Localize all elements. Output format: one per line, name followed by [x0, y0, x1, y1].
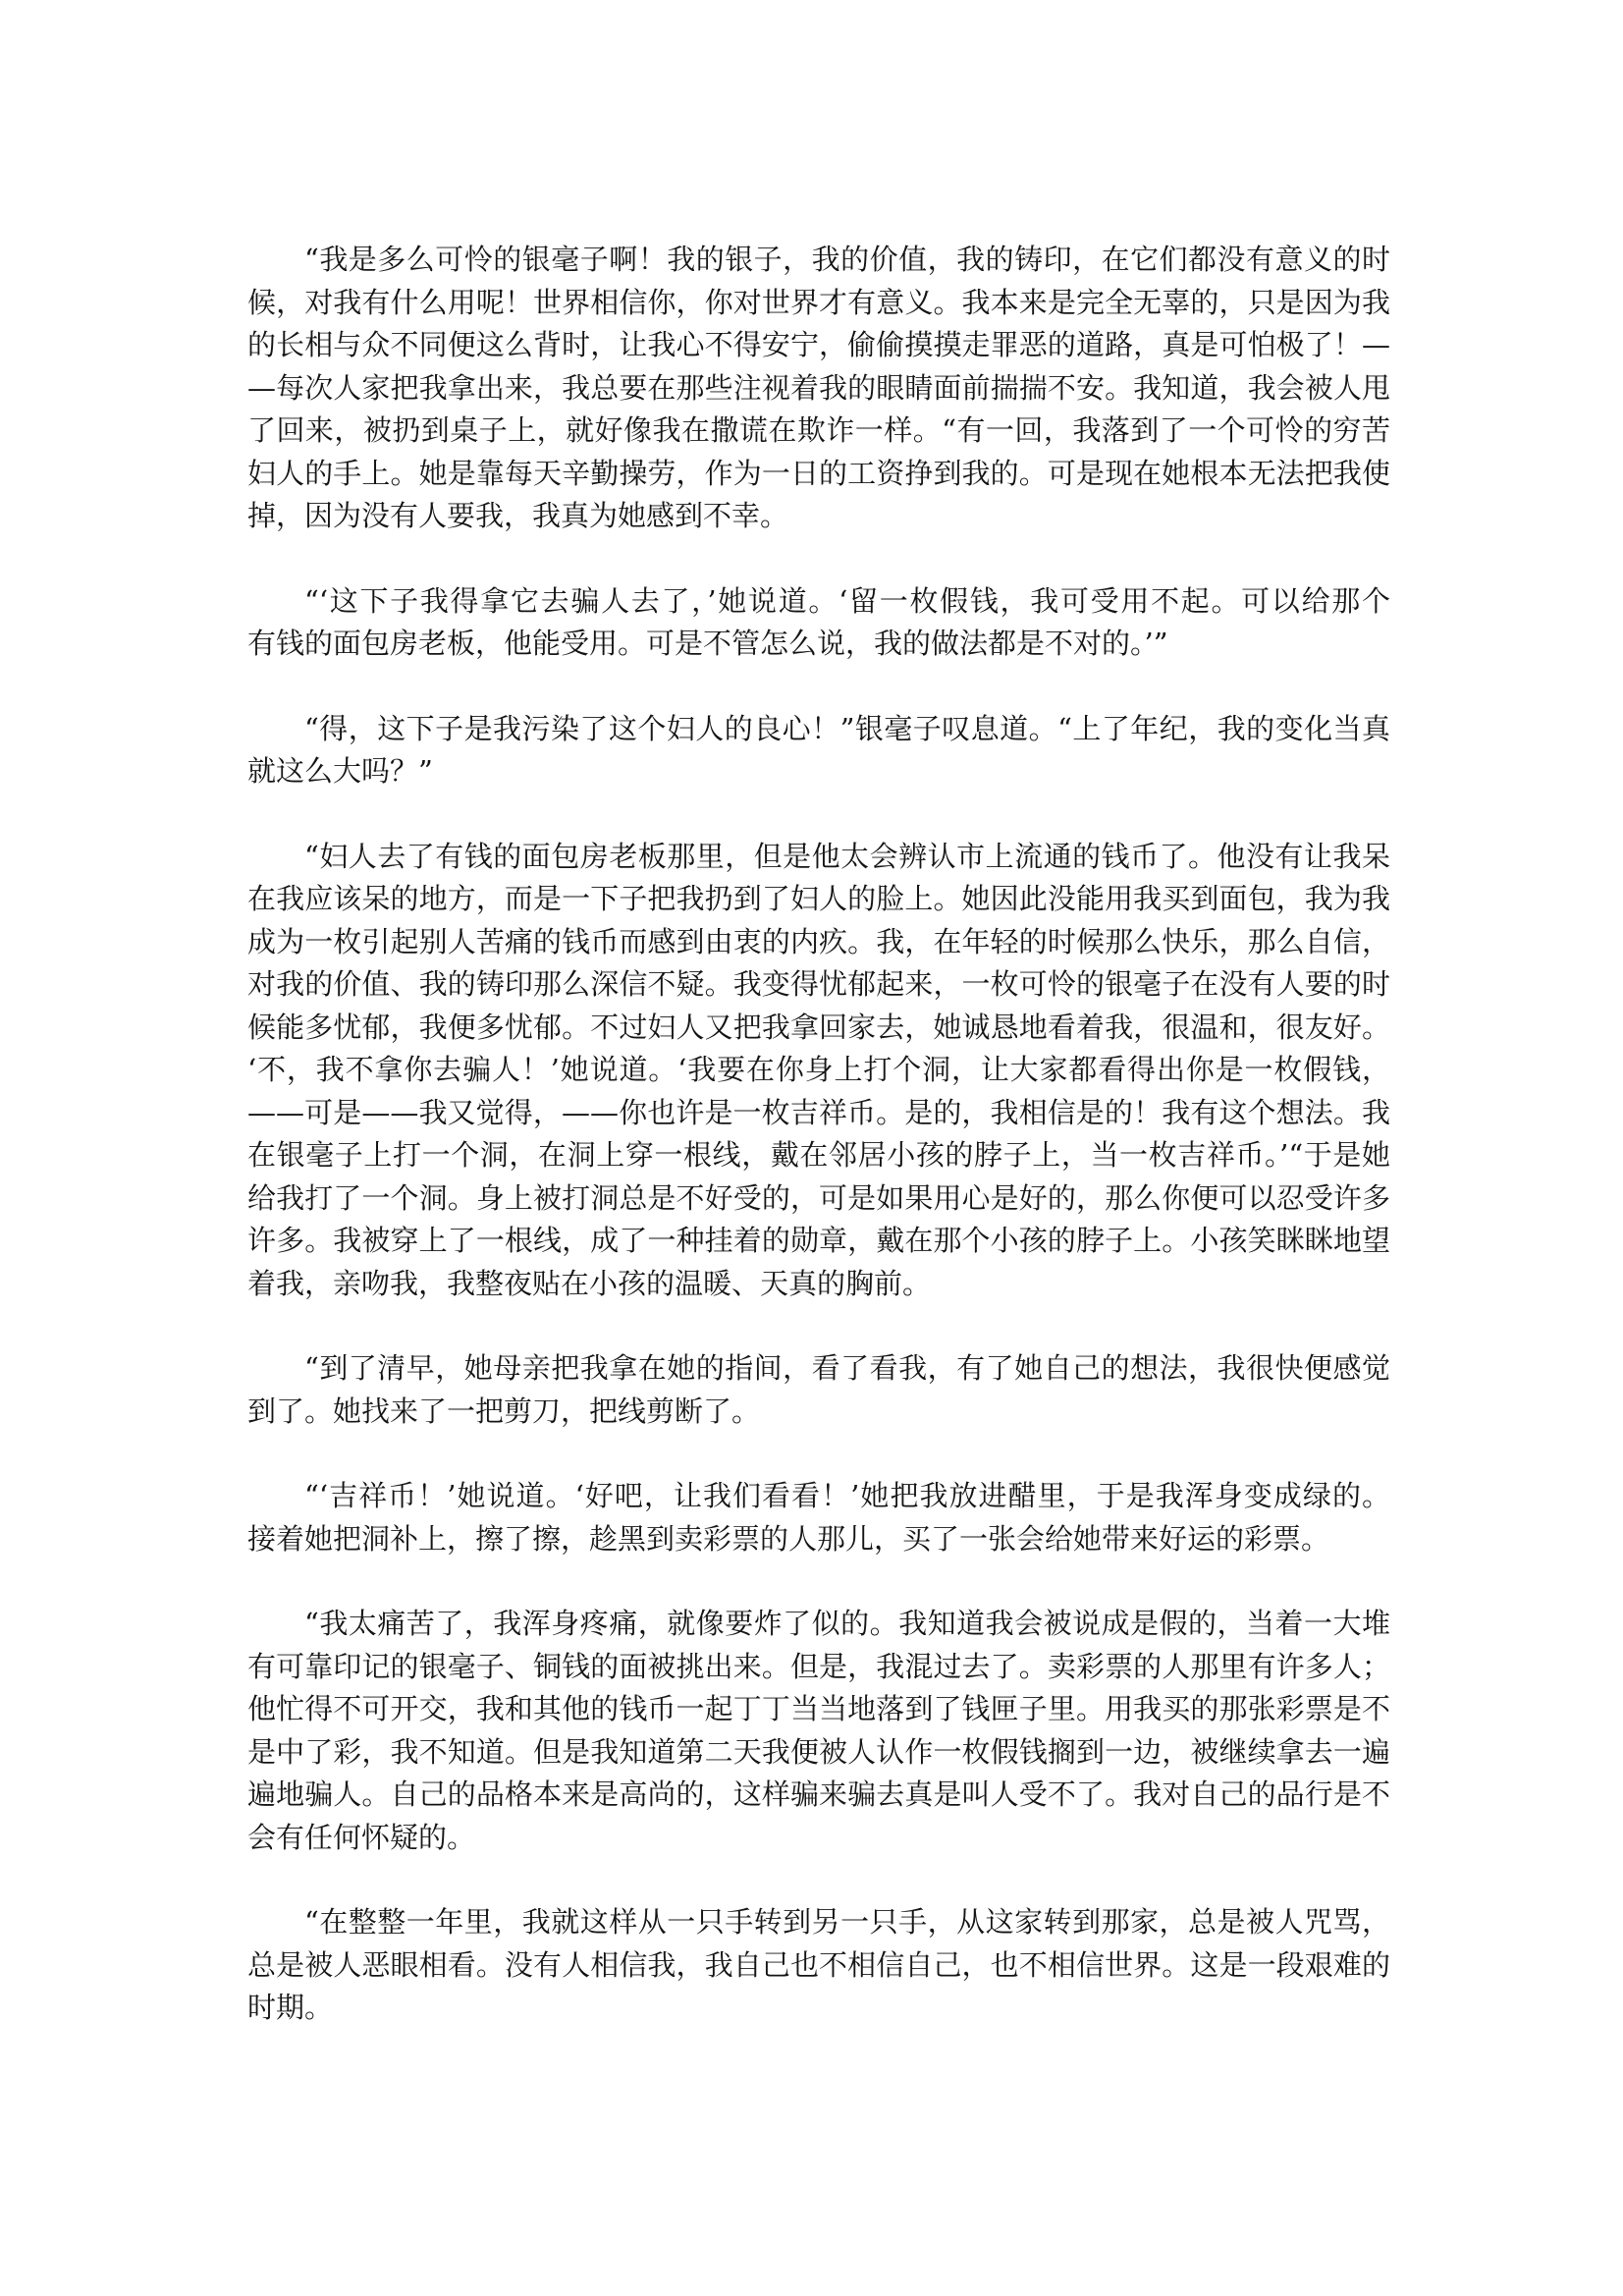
text-line: 的长相与众不同便这么背时，让我心不得安宁，偷偷摸摸走罪恶的道路，真是可怕极了！—: [247, 328, 1390, 361]
text-line: 在我应该呆的地方，而是一下子把我扔到了妇人的脸上。她因此没能用我买到面包，我为我: [247, 882, 1390, 915]
text-line: ——可是——我又觉得，——你也许是一枚吉祥币。是的，我相信是的！我有这个想法。我: [247, 1095, 1390, 1129]
text-line: 对我的价值、我的铸印那么深信不疑。我变得忧郁起来，一枚可怜的银毫子在没有人要的时: [247, 967, 1390, 1001]
text-line: 候，对我有什么用呢！世界相信你，你对世界才有意义。我本来是完全无辜的，只是因为我: [247, 285, 1390, 319]
text-line: 时期。: [247, 1991, 334, 2024]
paragraph: [247, 1901, 1390, 2030]
text-line: “到了清早，她母亲把我拿在她的指间，看了看我，有了她自己的想法，我很快便感觉: [304, 1351, 1390, 1385]
paragraph: [247, 1603, 1390, 1859]
paragraph: [247, 239, 1390, 538]
paragraph: [247, 708, 1390, 793]
text-line: 着我，亲吻我，我整夜贴在小孩的温暖、天真的胸前。: [247, 1266, 932, 1300]
text-line: 候能多忧郁，我便多忧郁。不过妇人又把我拿回家去，她诚恳地看着我，很温和，很友好。: [247, 1010, 1390, 1044]
text-line: 是中了彩，我不知道。但是我知道第二天我便被人认作一枚假钱搁到一边，被继续拿去一遍: [247, 1734, 1390, 1769]
text-line: 在银毫子上打一个洞，在洞上穿一根线，戴在邻居小孩的脖子上，当一枚吉祥币。’“于是她: [247, 1138, 1390, 1172]
text-line: 掉，因为没有人要我，我真为她感到不幸。: [247, 499, 789, 532]
text-line: 给我打了一个洞。身上被打洞总是不好受的，可是如果用心是好的，那么你便可以忍受许多: [247, 1180, 1390, 1215]
text-line: “得，这下子是我污染了这个妇人的良心！”银毫子叹息道。“上了年纪，我的变化当真: [304, 711, 1390, 745]
text-line: “在整整一年里，我就这样从一只手转到另一只手，从这家转到那家，总是被人咒骂，: [304, 1905, 1390, 1939]
text-line: 有钱的面包房老板，他能受用。可是不管怎么说，我的做法都是不对的。’”: [247, 627, 1168, 660]
text-line: 他忙得不可开交，我和其他的钱币一起丁丁当当地落到了钱匣子里。用我买的那张彩票是不: [247, 1692, 1390, 1725]
paragraph: [247, 836, 1390, 1306]
paragraph: [247, 1347, 1390, 1433]
text-line: 会有任何怀疑的。: [247, 1820, 476, 1854]
paragraph: [247, 1475, 1390, 1560]
text-line: 有可靠印记的银毫子、铜钱的面被挑出来。但是，我混过去了。卖彩票的人那里有许多人；: [247, 1649, 1390, 1683]
text-line: —每次人家把我拿出来，我总要在那些注视着我的眼睛面前揣揣不安。我知道，我会被人甩: [247, 370, 1390, 405]
text-line: 了回来，被扔到桌子上，就好像我在撒谎在欺诈一样。“有一回，我落到了一个可怜的穷苦: [247, 413, 1390, 447]
text-line: 遍地骗人。自己的品格本来是高尚的，这样骗来骗去真是叫人受不了。我对自己的品行是不: [247, 1777, 1390, 1811]
body-text: [247, 239, 1390, 2072]
text-line: 总是被人恶眼相看。没有人相信我，我自己也不相信自己，也不相信世界。这是一段艰难的: [247, 1947, 1390, 1982]
text-line: 接着她把洞补上，擦了擦，趁黑到卖彩票的人那儿，买了一张会给她带来好运的彩票。: [247, 1521, 1330, 1556]
text-line: 妇人的手上。她是靠每天辛勤操劳，作为一日的工资挣到我的。可是现在她根本无法把我使: [247, 456, 1390, 490]
text-line: “我是多么可怜的银毫子啊！我的银子，我的价值，我的铸印，在它们都没有意义的时: [304, 243, 1390, 276]
text-line: 到了。她找来了一把剪刀，把线剪断了。: [247, 1394, 761, 1428]
text-line: “妇人去了有钱的面包房老板那里，但是他太会辨认市上流通的钱币了。他没有让我呆: [304, 839, 1390, 873]
text-line: 就这么大吗？”: [247, 754, 433, 788]
paragraph: [247, 580, 1390, 666]
text-line: “‘这下子我得拿它去骗人去了，’她说道。‘留一枚假钱，我可受用不起。可以给那个: [304, 583, 1390, 618]
text-line: 成为一枚引起别人苦痛的钱币而感到由衷的内疚。我，在年轻的时候那么快乐，那么自信，: [247, 924, 1390, 958]
text-line: “‘吉祥币！’她说道。‘好吧，让我们看看！’她把我放进醋里，于是我浑身变成绿的。: [304, 1479, 1390, 1512]
text-line: “我太痛苦了，我浑身疼痛，就像要炸了似的。我知道我会被说成是假的，当着一大堆: [304, 1607, 1390, 1640]
text-line: 许多。我被穿上了一根线，成了一种挂着的勋章，戴在那个小孩的脖子上。小孩笑眯眯地望: [247, 1224, 1390, 1257]
text-line: ‘不，我不拿你去骗人！’她说道。‘我要在你身上打个洞，让大家都看得出你是一枚假钱，: [247, 1053, 1390, 1086]
